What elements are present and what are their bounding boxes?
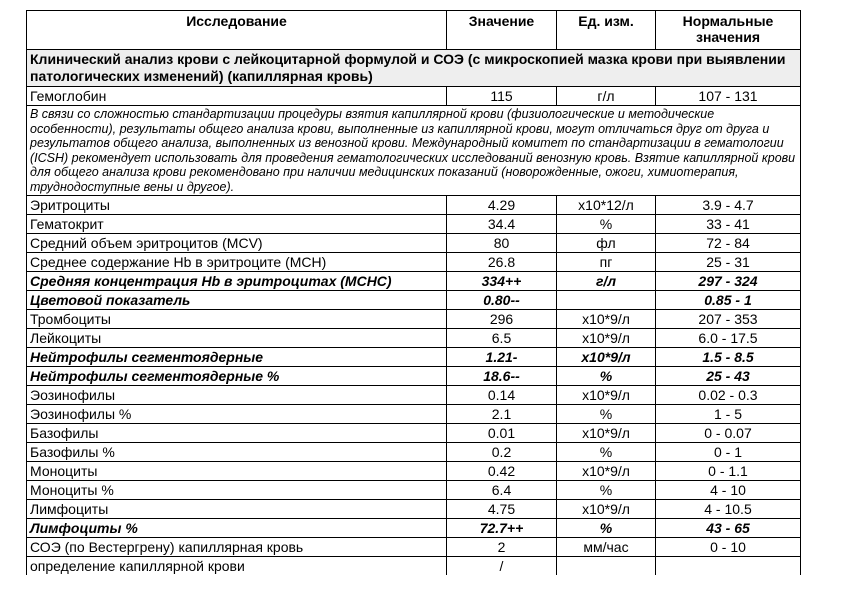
test-unit: x10*9/л — [557, 386, 656, 405]
table-row — [27, 538, 801, 557]
table-row — [27, 310, 801, 329]
table-row — [27, 519, 801, 538]
table-row — [27, 386, 801, 405]
test-name: Нейтрофилы сегментоядерные % — [27, 367, 447, 386]
header-norm-line2: значения — [696, 29, 760, 45]
test-value: 0.42 — [447, 462, 557, 481]
test-value: 1.21- — [447, 348, 557, 367]
test-name: Лимфоциты — [27, 500, 447, 519]
test-name: Базофилы — [27, 424, 447, 443]
test-name: определение капиллярной крови — [27, 557, 447, 576]
test-norm: 0.02 - 0.3 — [656, 386, 801, 405]
test-norm: 25 - 43 — [656, 367, 801, 386]
test-name: Среднее содержание Hb в эритроците (MCH) — [27, 253, 447, 272]
test-name: Гемоглобин — [27, 87, 447, 106]
test-unit: % — [557, 443, 656, 462]
test-norm: 33 - 41 — [656, 215, 801, 234]
test-norm: 25 - 31 — [656, 253, 801, 272]
test-name: Гематокрит — [27, 215, 447, 234]
test-value: 26.8 — [447, 253, 557, 272]
test-norm — [656, 557, 801, 576]
test-name: Моноциты — [27, 462, 447, 481]
table-row — [27, 272, 801, 291]
test-unit: x10*9/л — [557, 348, 656, 367]
header-norm-line1: Нормальные — [682, 13, 774, 29]
test-unit: фл — [557, 234, 656, 253]
header-test: Исследование — [27, 11, 447, 50]
header-value: Значение — [447, 11, 557, 50]
test-norm: 0 - 10 — [656, 538, 801, 557]
test-unit — [557, 291, 656, 310]
test-norm: 3.9 - 4.7 — [656, 196, 801, 215]
table-row — [27, 291, 801, 310]
test-name: Нейтрофилы сегментоядерные — [27, 348, 447, 367]
test-unit: % — [557, 405, 656, 424]
test-value: 2.1 — [447, 405, 557, 424]
table-row — [27, 348, 801, 367]
table-row — [27, 196, 801, 215]
test-unit: x10*9/л — [557, 329, 656, 348]
test-norm: 43 - 65 — [656, 519, 801, 538]
test-name: Лейкоциты — [27, 329, 447, 348]
test-norm: 207 - 353 — [656, 310, 801, 329]
table-row — [27, 462, 801, 481]
test-norm: 1 - 5 — [656, 405, 801, 424]
test-value: 4.75 — [447, 500, 557, 519]
table-row-hemoglobin — [27, 87, 801, 106]
test-norm: 1.5 - 8.5 — [656, 348, 801, 367]
test-value: 334++ — [447, 272, 557, 291]
test-norm: 0 - 0.07 — [656, 424, 801, 443]
test-name: Базофилы % — [27, 443, 447, 462]
table-row — [27, 443, 801, 462]
table-row — [27, 215, 801, 234]
test-norm: 72 - 84 — [656, 234, 801, 253]
test-unit: x10*9/л — [557, 424, 656, 443]
test-value: 115 — [447, 87, 557, 106]
section-title-row — [27, 50, 801, 87]
test-norm: 6.0 - 17.5 — [656, 329, 801, 348]
test-name: Тромбоциты — [27, 310, 447, 329]
test-name: Цветовой показатель — [27, 291, 447, 310]
header-unit: Ед. изм. — [557, 11, 656, 50]
test-value: 18.6-- — [447, 367, 557, 386]
test-unit: x10*9/л — [557, 310, 656, 329]
test-unit: % — [557, 215, 656, 234]
test-value: 0.01 — [447, 424, 557, 443]
table-header-row — [27, 11, 801, 50]
table-row — [27, 329, 801, 348]
test-name: Средний объем эритроцитов (MCV) — [27, 234, 447, 253]
test-name: СОЭ (по Вестергрену) капиллярная кровь — [27, 538, 447, 557]
table-row — [27, 557, 801, 576]
test-value: 80 — [447, 234, 557, 253]
test-value: 6.4 — [447, 481, 557, 500]
test-name: Эозинофилы % — [27, 405, 447, 424]
test-value: 72.7++ — [447, 519, 557, 538]
test-unit: % — [557, 481, 656, 500]
lab-results-table — [26, 10, 801, 575]
test-unit: % — [557, 519, 656, 538]
test-unit: x10*9/л — [557, 462, 656, 481]
table-row — [27, 405, 801, 424]
test-norm: 0 - 1.1 — [656, 462, 801, 481]
section-title: Клинический анализ крови с лейкоцитарной формулой и СОЭ (с микроскопией мазка крови при выявлении патологических изменений) (капиллярная кровь) — [27, 50, 801, 87]
test-unit: x10*12/л — [557, 196, 656, 215]
test-name: Эозинофилы — [27, 386, 447, 405]
test-unit: г/л — [557, 87, 656, 106]
test-unit: пг — [557, 253, 656, 272]
table-row — [27, 500, 801, 519]
table-row — [27, 253, 801, 272]
test-name: Средняя концентрация Hb в эритроцитах (MCHC) — [27, 272, 447, 291]
test-unit: мм/час — [557, 538, 656, 557]
table-row — [27, 424, 801, 443]
test-value: 296 — [447, 310, 557, 329]
test-norm: 107 - 131 — [656, 87, 801, 106]
test-name: Моноциты % — [27, 481, 447, 500]
test-norm: 297 - 324 — [656, 272, 801, 291]
test-norm: 4 - 10 — [656, 481, 801, 500]
table-row — [27, 481, 801, 500]
test-norm: 4 - 10.5 — [656, 500, 801, 519]
test-value: 34.4 — [447, 215, 557, 234]
capillary-blood-note: В связи со сложностью стандартизации процедуры взятия капиллярной крови (физиологические и методические особенности), результаты общего анализа крови, выполненные из капиллярной крови, могут отличаться друг от друга и результатов общего анализа, выполненных из венозной крови. Международный комитет по стандартизации в гематологии (ICSH) рекомендует использовать для проведения гематологических исследований венозную кровь. Взятие капиллярной крови для общего анализа крови рекомендовано при наличии медицинских показаний (новорожденные, ожоги, химиотерапия, труднодоступные вены и другое). — [27, 106, 801, 196]
test-unit: г/л — [557, 272, 656, 291]
header-norm — [656, 11, 801, 50]
test-value: 2 — [447, 538, 557, 557]
test-value: 0.2 — [447, 443, 557, 462]
test-value: / — [447, 557, 557, 576]
test-value: 0.14 — [447, 386, 557, 405]
test-value: 4.29 — [447, 196, 557, 215]
test-norm: 0.85 - 1 — [656, 291, 801, 310]
test-value: 6.5 — [447, 329, 557, 348]
test-unit — [557, 557, 656, 576]
test-unit: % — [557, 367, 656, 386]
table-row — [27, 234, 801, 253]
table-row — [27, 367, 801, 386]
test-name: Лимфоциты % — [27, 519, 447, 538]
note-row — [27, 106, 801, 196]
test-unit: x10*9/л — [557, 500, 656, 519]
test-name: Эритроциты — [27, 196, 447, 215]
test-norm: 0 - 1 — [656, 443, 801, 462]
test-value: 0.80-- — [447, 291, 557, 310]
